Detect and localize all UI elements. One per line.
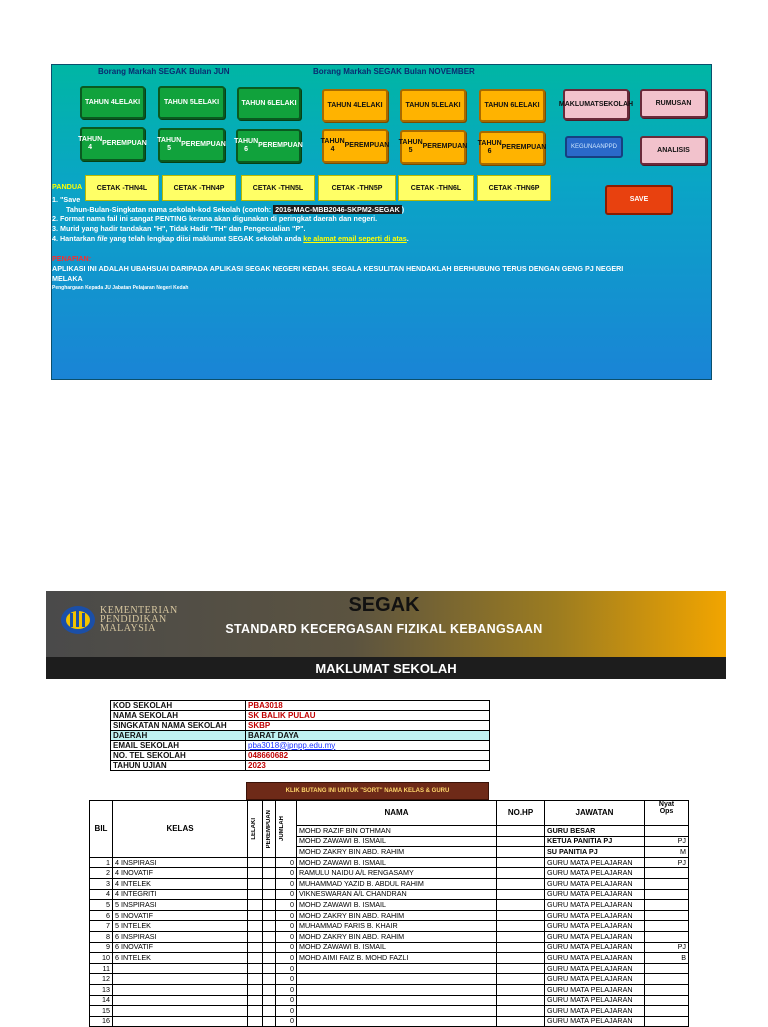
row-nohp[interactable] bbox=[497, 1006, 545, 1017]
row-jumlah: 0 bbox=[276, 995, 297, 1006]
table-row bbox=[90, 995, 689, 1006]
row-kelas[interactable]: 4 INTELEK bbox=[113, 878, 248, 889]
table-row bbox=[90, 942, 689, 953]
row-perempuan[interactable] bbox=[263, 889, 276, 900]
row-jawatan[interactable]: GURU MATA PELAJARAN bbox=[545, 1006, 645, 1017]
analisis-button[interactable] bbox=[640, 136, 707, 165]
btn-line: PEREMPUAN bbox=[258, 142, 303, 149]
row-lelaki[interactable] bbox=[248, 974, 263, 985]
row-perempuan[interactable] bbox=[263, 995, 276, 1006]
row-lelaki[interactable] bbox=[248, 995, 263, 1006]
row-perempuan[interactable] bbox=[263, 931, 276, 942]
row-perempuan[interactable] bbox=[263, 921, 276, 932]
row-nohp[interactable] bbox=[497, 1016, 545, 1027]
school-info-table bbox=[110, 700, 490, 771]
btn-line: TAHUN 6 bbox=[484, 101, 515, 109]
row-jawatan[interactable]: GURU MATA PELAJARAN bbox=[545, 868, 645, 879]
row-bil: 15 bbox=[90, 1006, 113, 1017]
row-jumlah: 0 bbox=[276, 931, 297, 942]
row-kelas[interactable] bbox=[113, 1006, 248, 1017]
row-nama[interactable]: VIKNESWARAN A/L CHANDRAN bbox=[297, 889, 497, 900]
row-jawatan[interactable]: GURU MATA PELAJARAN bbox=[545, 942, 645, 953]
btn-line: KEGUNAAN bbox=[570, 144, 605, 150]
instruction-text: 4. Hantarkan bbox=[52, 234, 98, 243]
class-teacher-table bbox=[89, 800, 689, 1027]
staff-jawatan[interactable]: KETUA PANITIA PJ bbox=[545, 836, 645, 847]
row-jawatan[interactable]: GURU MATA PELAJARAN bbox=[545, 857, 645, 868]
info-value[interactable]: SKBP bbox=[246, 721, 490, 731]
info-key: KOD SEKOLAH bbox=[111, 701, 246, 711]
btn-line: TAHUN 4 bbox=[78, 136, 103, 151]
btn-line: LELAKI bbox=[114, 98, 141, 106]
row-jumlah: 0 bbox=[276, 868, 297, 879]
header-jumlah-text: JUMLAH bbox=[279, 816, 285, 842]
btn-line: LELAKI bbox=[435, 101, 461, 109]
penafian-label: PENAFIAN: bbox=[52, 254, 92, 263]
row-jawatan[interactable]: GURU MATA PELAJARAN bbox=[545, 1016, 645, 1027]
instruction-4 bbox=[52, 234, 409, 243]
maklumat-sekolah-button[interactable] bbox=[558, 89, 634, 120]
table-row bbox=[90, 974, 689, 985]
row-jawatan[interactable]: GURU MATA PELAJARAN bbox=[545, 921, 645, 932]
header-jumlah bbox=[276, 801, 297, 858]
info-key: NAMA SEKOLAH bbox=[111, 711, 246, 721]
kementerian-line: PENDIDIKAN bbox=[100, 614, 167, 625]
instruction-3: 3. Murid yang hadir tandakan "H", Tidak Hadir "TH" dan Pengecualian "P". bbox=[52, 224, 306, 233]
row-lelaki[interactable] bbox=[248, 921, 263, 932]
row-nyat[interactable] bbox=[645, 889, 689, 900]
row-kelas[interactable] bbox=[113, 1016, 248, 1027]
row-nohp[interactable] bbox=[497, 974, 545, 985]
btn-line: TAHUN 4 bbox=[84, 98, 115, 106]
segak-title: SEGAK bbox=[348, 594, 420, 616]
cetak-thn6p-button[interactable]: CETAK -THN6P bbox=[477, 175, 551, 201]
row-kelas[interactable] bbox=[113, 984, 248, 995]
staff-nama[interactable]: MOHD RAZIF BIN OTHMAN bbox=[297, 826, 497, 837]
disclaimer-line2: MELAKA bbox=[52, 274, 83, 283]
info-value[interactable]: PBA3018 bbox=[246, 701, 490, 711]
row-nyat[interactable] bbox=[645, 878, 689, 889]
row-nohp[interactable] bbox=[497, 984, 545, 995]
table-row bbox=[90, 984, 689, 995]
instruction-text: file bbox=[97, 234, 108, 243]
row-nyat[interactable] bbox=[645, 963, 689, 974]
rumusan-button[interactable] bbox=[640, 89, 707, 118]
row-lelaki[interactable] bbox=[248, 963, 263, 974]
row-nohp[interactable] bbox=[497, 910, 545, 921]
jun-tahun4-lelaki-button[interactable] bbox=[80, 86, 145, 119]
table-row bbox=[90, 878, 689, 889]
jun-tahun6-perempuan-button[interactable] bbox=[236, 129, 301, 163]
row-kelas[interactable]: 6 INOVATIF bbox=[113, 942, 248, 953]
row-nama[interactable]: RAMULU NAIDU A/L RENGASAMY bbox=[297, 868, 497, 879]
row-kelas[interactable]: 4 INSPIRASI bbox=[113, 857, 248, 868]
jun-tahun5-perempuan-button[interactable] bbox=[158, 128, 225, 162]
row-jawatan[interactable]: GURU MATA PELAJARAN bbox=[545, 984, 645, 995]
table-row bbox=[90, 931, 689, 942]
staff-nyat[interactable]: M bbox=[645, 847, 689, 858]
instruction-1 bbox=[52, 195, 80, 204]
table-row bbox=[90, 963, 689, 974]
staff-jawatan[interactable]: GURU BESAR bbox=[545, 826, 645, 837]
info-row bbox=[111, 731, 490, 741]
info-row bbox=[111, 701, 490, 711]
table-row bbox=[90, 868, 689, 879]
cetak-thn5p-button[interactable]: CETAK -THN5P bbox=[318, 175, 396, 201]
row-nohp[interactable] bbox=[497, 953, 545, 964]
nov-tahun6-perempuan-button[interactable] bbox=[479, 131, 545, 165]
row-jumlah: 0 bbox=[276, 1016, 297, 1027]
staff-nohp[interactable] bbox=[497, 847, 545, 858]
staff-nyat[interactable] bbox=[645, 826, 689, 837]
row-perempuan[interactable] bbox=[263, 857, 276, 868]
row-jawatan[interactable]: GURU MATA PELAJARAN bbox=[545, 974, 645, 985]
disclaimer-line1: APLIKASI INI ADALAH UBAHSUAI DARIPADA APLIKASI SEGAK NEGERI KEDAH. SEGALA KESULITAN HENDAKLAH BERHUBUNG TERUS DENGAN GENG PJ NEGERI bbox=[52, 264, 624, 273]
row-kelas[interactable] bbox=[113, 963, 248, 974]
row-jawatan[interactable]: GURU MATA PELAJARAN bbox=[545, 910, 645, 921]
row-nohp[interactable] bbox=[497, 942, 545, 953]
btn-line: LELAKI bbox=[514, 101, 540, 109]
row-nama[interactable]: MOHD ZAWAWI B. ISMAIL bbox=[297, 942, 497, 953]
row-perempuan[interactable] bbox=[263, 878, 276, 889]
header-perempuan bbox=[263, 801, 276, 858]
header-nohp: NO.HP bbox=[497, 801, 545, 826]
row-kelas[interactable] bbox=[113, 974, 248, 985]
nov-tahun4-perempuan-button[interactable] bbox=[322, 129, 388, 163]
row-jawatan[interactable]: GURU MATA PELAJARAN bbox=[545, 953, 645, 964]
info-value[interactable]: pba3018@jpnpp.edu.my bbox=[246, 741, 490, 751]
info-row bbox=[111, 741, 490, 751]
row-nama[interactable]: MUHAMMAD YAZID B. ABDUL RAHIM bbox=[297, 878, 497, 889]
kementerian-line: MALAYSIA bbox=[100, 623, 156, 634]
row-nohp[interactable] bbox=[497, 963, 545, 974]
row-nyat[interactable] bbox=[645, 974, 689, 985]
row-jumlah: 0 bbox=[276, 953, 297, 964]
row-nyat[interactable] bbox=[645, 931, 689, 942]
row-lelaki[interactable] bbox=[248, 1006, 263, 1017]
btn-line: LELAKI bbox=[271, 99, 297, 107]
filename-example: 2016-MAC-MBB2046-SKPM2-SEGAK bbox=[275, 205, 400, 214]
row-kelas[interactable]: 4 INTEGRITI bbox=[113, 889, 248, 900]
kegunaan-ppd-button[interactable] bbox=[565, 136, 623, 158]
row-bil: 7 bbox=[90, 921, 113, 932]
row-nohp[interactable] bbox=[497, 921, 545, 932]
staff-nohp[interactable] bbox=[497, 836, 545, 847]
nov-tahun5-perempuan-button[interactable] bbox=[400, 130, 466, 164]
instruction-text: 1. "Save bbox=[52, 195, 81, 204]
row-lelaki[interactable] bbox=[248, 889, 263, 900]
email-link[interactable]: ke alamat email seperti di atas bbox=[303, 234, 407, 243]
segak-subtitle: STANDARD KECERGASAN FIZIKAL KEBANGSAAN bbox=[225, 622, 543, 636]
row-lelaki[interactable] bbox=[248, 868, 263, 879]
sort-button[interactable]: KLIK BUTANG INI UNTUK "SORT" NAMA KELAS & GURU bbox=[246, 782, 489, 800]
info-row bbox=[111, 711, 490, 721]
row-jawatan[interactable]: GURU MATA PELAJARAN bbox=[545, 889, 645, 900]
btn-line: TAHUN 5 bbox=[157, 137, 182, 152]
info-key: NO. TEL SEKOLAH bbox=[111, 751, 246, 761]
kementerian-line: KEMENTERIAN bbox=[100, 605, 178, 616]
row-nama[interactable]: MOHD ZAWAWI B. ISMAIL bbox=[297, 900, 497, 911]
nov-tahun4-lelaki-button[interactable] bbox=[322, 89, 388, 122]
row-nyat[interactable]: PJ bbox=[645, 857, 689, 868]
info-key: SINGKATAN NAMA SEKOLAH bbox=[111, 721, 246, 731]
btn-line: PPD bbox=[604, 144, 618, 150]
nov-tahun5-lelaki-button[interactable] bbox=[400, 89, 466, 122]
btn-line: TAHUN 6 bbox=[477, 140, 502, 155]
header-jawatan: JAWATAN bbox=[545, 801, 645, 826]
row-bil: 16 bbox=[90, 1016, 113, 1027]
btn-line: PEREMPUAN bbox=[422, 143, 468, 150]
row-kelas[interactable]: 6 INTELEK bbox=[113, 953, 248, 964]
row-jumlah: 0 bbox=[276, 857, 297, 868]
row-jumlah: 0 bbox=[276, 910, 297, 921]
row-jumlah: 0 bbox=[276, 1006, 297, 1017]
row-perempuan[interactable] bbox=[263, 1016, 276, 1027]
btn-line: TAHUN 4 bbox=[327, 101, 358, 109]
info-value[interactable]: BARAT DAYA bbox=[246, 731, 490, 741]
row-jawatan[interactable]: GURU MATA PELAJARAN bbox=[545, 931, 645, 942]
btn-line: PEREMPUAN bbox=[102, 140, 147, 147]
row-lelaki[interactable] bbox=[248, 900, 263, 911]
info-key: DAERAH bbox=[111, 731, 246, 741]
row-nyat[interactable] bbox=[645, 984, 689, 995]
row-perempuan[interactable] bbox=[263, 974, 276, 985]
btn-line: TAHUN 6 bbox=[241, 99, 272, 107]
section-title: MAKLUMAT SEKOLAH bbox=[46, 657, 726, 679]
row-nama[interactable] bbox=[297, 963, 497, 974]
row-jumlah: 0 bbox=[276, 900, 297, 911]
table-row bbox=[90, 1006, 689, 1017]
row-nama[interactable] bbox=[297, 995, 497, 1006]
staff-nama[interactable]: MOHD ZAWAWI B. ISMAIL bbox=[297, 836, 497, 847]
row-kelas[interactable] bbox=[113, 995, 248, 1006]
row-lelaki[interactable] bbox=[248, 910, 263, 921]
table-header-row bbox=[90, 801, 689, 826]
row-bil: 13 bbox=[90, 984, 113, 995]
row-bil: 1 bbox=[90, 857, 113, 868]
header-lelaki-text: LELAKI bbox=[251, 818, 257, 840]
header-perempuan-text: PEREMPUAN bbox=[266, 809, 272, 849]
info-key: TAHUN UJIAN bbox=[111, 761, 246, 771]
row-lelaki[interactable] bbox=[248, 878, 263, 889]
save-button[interactable]: SAVE bbox=[605, 185, 673, 215]
row-kelas[interactable]: 5 INSPIRASI bbox=[113, 900, 248, 911]
header-lelaki bbox=[248, 801, 263, 858]
btn-line: PEREMPUAN bbox=[501, 144, 547, 151]
row-nohp[interactable] bbox=[497, 900, 545, 911]
instruction-text: yang telah lengkap diisi maklumat SEGAK sekolah anda bbox=[107, 234, 304, 243]
row-bil: 9 bbox=[90, 942, 113, 953]
cetak-thn4l-button[interactable]: CETAK -THN4L bbox=[85, 175, 159, 201]
staff-jawatan[interactable]: SU PANITIA PJ bbox=[545, 847, 645, 858]
btn-line: RUMUSAN bbox=[655, 99, 692, 107]
info-key: EMAIL SEKOLAH bbox=[111, 741, 246, 751]
row-perempuan[interactable] bbox=[263, 910, 276, 921]
row-nyat[interactable] bbox=[645, 995, 689, 1006]
row-jawatan[interactable]: GURU MATA PELAJARAN bbox=[545, 900, 645, 911]
row-nohp[interactable] bbox=[497, 931, 545, 942]
staff-nama[interactable]: MOHD ZAKRY BIN ABD. RAHIM bbox=[297, 847, 497, 858]
row-jawatan[interactable]: GURU MATA PELAJARAN bbox=[545, 878, 645, 889]
row-nyat[interactable]: PJ bbox=[645, 942, 689, 953]
info-row bbox=[111, 721, 490, 731]
row-nama[interactable]: MOHD ZAWAWI B. ISMAIL bbox=[297, 857, 497, 868]
cetak-thn5l-button[interactable]: CETAK -THN5L bbox=[241, 175, 315, 201]
row-perempuan[interactable] bbox=[263, 1006, 276, 1017]
row-jawatan[interactable]: GURU MATA PELAJARAN bbox=[545, 995, 645, 1006]
row-bil: 4 bbox=[90, 889, 113, 900]
row-nohp[interactable] bbox=[497, 868, 545, 879]
row-nyat[interactable] bbox=[645, 868, 689, 879]
row-lelaki[interactable] bbox=[248, 931, 263, 942]
info-row bbox=[111, 751, 490, 761]
instruction-text: ) bbox=[401, 205, 405, 214]
cetak-thn4p-button[interactable]: CETAK -THN4P bbox=[162, 175, 236, 201]
table-row bbox=[90, 857, 689, 868]
row-bil: 14 bbox=[90, 995, 113, 1006]
row-lelaki[interactable] bbox=[248, 942, 263, 953]
header-jun: Borang Markah SEGAK Bulan JUN bbox=[98, 67, 230, 76]
table-row bbox=[90, 889, 689, 900]
row-jumlah: 0 bbox=[276, 878, 297, 889]
row-nohp[interactable] bbox=[497, 857, 545, 868]
row-nyat[interactable] bbox=[645, 921, 689, 932]
row-nama[interactable] bbox=[297, 974, 497, 985]
row-nyat[interactable] bbox=[645, 1006, 689, 1017]
btn-line: TAHUN 5 bbox=[163, 98, 194, 106]
row-bil: 5 bbox=[90, 900, 113, 911]
row-bil: 2 bbox=[90, 868, 113, 879]
jun-tahun5-lelaki-button[interactable] bbox=[158, 86, 225, 119]
row-bil: 11 bbox=[90, 963, 113, 974]
row-lelaki[interactable] bbox=[248, 1016, 263, 1027]
info-value[interactable]: 2023 bbox=[246, 761, 490, 771]
row-perempuan[interactable] bbox=[263, 868, 276, 879]
jun-tahun4-perempuan-button[interactable] bbox=[80, 127, 145, 161]
row-jumlah: 0 bbox=[276, 963, 297, 974]
nov-tahun6-lelaki-button[interactable] bbox=[479, 89, 545, 122]
row-nohp[interactable] bbox=[497, 878, 545, 889]
row-nama[interactable]: MOHD ZAKRY BIN ABD. RAHIM bbox=[297, 910, 497, 921]
btn-line: MAKLUMAT bbox=[558, 100, 599, 108]
penghargaan-text: Penghargaan Kepada JU Jabatan Pelajaran Negeri Kedah bbox=[52, 285, 189, 291]
header-kelas: KELAS bbox=[113, 801, 248, 858]
row-bil: 10 bbox=[90, 953, 113, 964]
table-row bbox=[90, 953, 689, 964]
row-jumlah: 0 bbox=[276, 889, 297, 900]
staff-nohp[interactable] bbox=[497, 826, 545, 837]
btn-line: PEREMPUAN bbox=[344, 142, 390, 149]
row-jumlah: 0 bbox=[276, 921, 297, 932]
panduan-text: PANDUA bbox=[52, 182, 83, 191]
row-perempuan[interactable] bbox=[263, 900, 276, 911]
row-jumlah: 0 bbox=[276, 942, 297, 953]
row-nohp[interactable] bbox=[497, 995, 545, 1006]
instruction-text: . bbox=[406, 234, 409, 243]
instruction-2: 2. Format nama fail ini sangat PENTING kerana akan digunakan di peringkat daerah dan negeri. bbox=[52, 214, 378, 223]
instruction-text: Tahun-Bulan-Singkatan nama sekolah-kod Sekolah (contoh: bbox=[66, 205, 274, 214]
table-row bbox=[90, 1016, 689, 1027]
header-nama: NAMA bbox=[297, 801, 497, 826]
row-jumlah: 0 bbox=[276, 974, 297, 985]
info-value[interactable]: SK BALIK PULAU bbox=[246, 711, 490, 721]
row-perempuan[interactable] bbox=[263, 942, 276, 953]
row-kelas[interactable]: 6 INSPIRASI bbox=[113, 931, 248, 942]
btn-line: TAHUN 5 bbox=[405, 101, 436, 109]
btn-line: TAHUN 5 bbox=[398, 139, 423, 154]
btn-line: TAHUN 4 bbox=[320, 138, 345, 153]
row-bil: 8 bbox=[90, 931, 113, 942]
row-nyat[interactable] bbox=[645, 910, 689, 921]
row-kelas[interactable]: 5 INOVATIF bbox=[113, 910, 248, 921]
row-lelaki[interactable] bbox=[248, 857, 263, 868]
header-november: Borang Markah SEGAK Bulan NOVEMBER bbox=[313, 67, 475, 76]
row-perempuan[interactable] bbox=[263, 984, 276, 995]
row-nama[interactable] bbox=[297, 984, 497, 995]
row-lelaki[interactable] bbox=[248, 953, 263, 964]
row-nama[interactable]: MOHD ZAKRY BIN ABD. RAHIM bbox=[297, 931, 497, 942]
row-nohp[interactable] bbox=[497, 889, 545, 900]
btn-line: ANALISIS bbox=[657, 146, 690, 154]
btn-line: PEREMPUAN bbox=[181, 141, 226, 148]
row-jumlah: 0 bbox=[276, 984, 297, 995]
row-nyat[interactable]: B bbox=[645, 953, 689, 964]
row-nama[interactable]: MOHD AIMI FAIZ B. MOHD FAZLI bbox=[297, 953, 497, 964]
row-nyat[interactable] bbox=[645, 900, 689, 911]
row-nyat[interactable] bbox=[645, 1016, 689, 1027]
row-lelaki[interactable] bbox=[248, 984, 263, 995]
row-bil: 12 bbox=[90, 974, 113, 985]
jun-tahun6-lelaki-button[interactable] bbox=[237, 87, 301, 120]
table-row bbox=[90, 921, 689, 932]
row-bil: 3 bbox=[90, 878, 113, 889]
btn-line: TAHUN 6 bbox=[234, 138, 259, 153]
row-bil: 6 bbox=[90, 910, 113, 921]
row-nama[interactable] bbox=[297, 1006, 497, 1017]
btn-line: LELAKI bbox=[357, 101, 383, 109]
row-nama[interactable] bbox=[297, 1016, 497, 1027]
info-row bbox=[111, 761, 490, 771]
header-nyat-2: Ops bbox=[659, 808, 674, 815]
row-perempuan[interactable] bbox=[263, 953, 276, 964]
table-row bbox=[90, 900, 689, 911]
row-jawatan[interactable]: GURU MATA PELAJARAN bbox=[545, 963, 645, 974]
row-kelas[interactable]: 4 INOVATIF bbox=[113, 868, 248, 879]
header-nyatakan bbox=[645, 801, 689, 826]
btn-line: LELAKI bbox=[193, 98, 220, 106]
instruction-1b bbox=[66, 205, 404, 214]
btn-line: SEKOLAH bbox=[598, 100, 634, 108]
header-bil: BIL bbox=[90, 801, 113, 858]
row-nama[interactable]: MUHAMMAD FARIS B. KHAIR bbox=[297, 921, 497, 932]
row-perempuan[interactable] bbox=[263, 963, 276, 974]
row-kelas[interactable]: 5 INTELEK bbox=[113, 921, 248, 932]
staff-nyat[interactable]: PJ bbox=[645, 836, 689, 847]
info-value[interactable]: 048660682 bbox=[246, 751, 490, 761]
header-nyat-1: Nyat bbox=[658, 801, 675, 808]
panduan-label bbox=[52, 182, 82, 191]
table-row bbox=[90, 910, 689, 921]
cetak-thn6l-button[interactable]: CETAK -THN6L bbox=[398, 175, 474, 201]
